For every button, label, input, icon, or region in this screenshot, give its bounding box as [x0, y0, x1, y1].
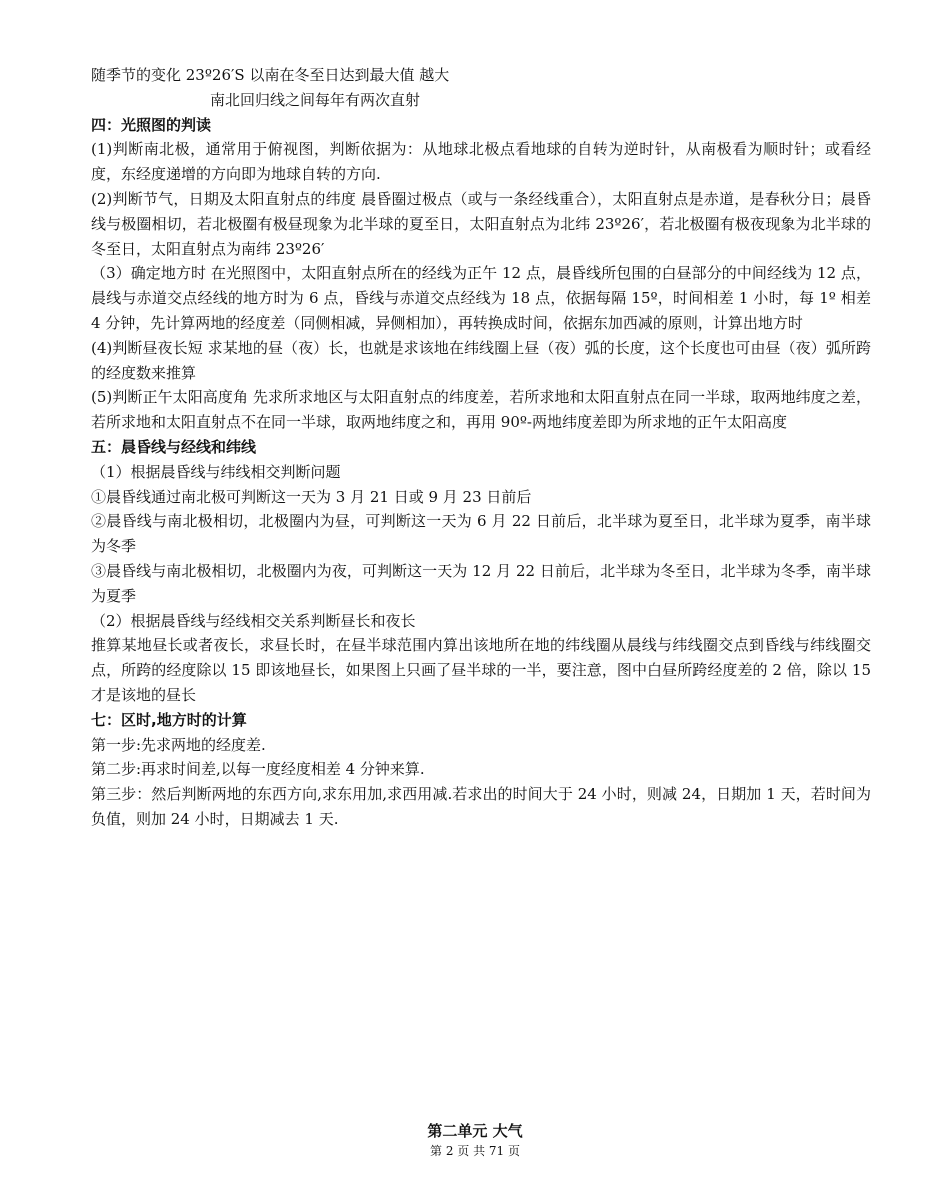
- document-body: [91, 63, 871, 832]
- section-4-paragraph-5: (5)判断正午太阳高度角 先求所求地区与太阳直射点的纬度差，若所求地和太阳直射点在同一半球，取两地纬度之差，若所求地和太阳直射点不在同一半球，取两地纬度之和，再用 90º-两地纬度差即为所求地的正午太阳高度: [91, 388, 871, 432]
- section-7-step-1: 第一步:先求两地的经度差.: [91, 735, 266, 754]
- section-5-heading: 五：晨昏线与经线和纬线: [91, 437, 257, 456]
- section-5-subheading-2: （2）根据晨昏线与经线相交关系判断昼长和夜长: [91, 611, 416, 630]
- footer-page-number: 第 2 页 共 71 页: [430, 1144, 520, 1158]
- section-7-step-3: 第三步：然后判断两地的东西方向,求东用加,求西用减.若求出的时间大于 24 小时，则减 24，日期加 1 天，若时间为负值，则加 24 小时，日期减去 1 天.: [91, 785, 871, 828]
- section-5-item-1: ①晨昏线通过南北极可判断这一天为 3 月 21 日或 9 月 23 日前后: [91, 487, 532, 506]
- section-7-heading: 七：区时,地方时的计算: [91, 710, 247, 729]
- section-5-item-3: ③晨昏线与南北极相切，北极圈内为夜，可判断这一天为 12 月 22 日前后，北半球为冬至日，北半球为冬季，南半球为夏季: [91, 561, 871, 605]
- section-4-paragraph-1: (1)判断南北极，通常用于俯视图，判断依据为：从地球北极点看地球的自转为逆时针，从南极看为顺时针；或看经度，东经度递增的方向即为地球自转的方向.: [91, 140, 871, 184]
- top-line-2: 南北回归线之间每年有两次直射: [210, 90, 421, 109]
- section-7-step-2: 第二步:再求时间差,以每一度经度相差 4 分钟来算.: [91, 760, 425, 779]
- section-5-item-2: ②晨昏线与南北极相切，北极圈内为昼，可判断这一天为 6 月 22 日前后，北半球为夏至日，北半球为夏季，南半球为冬季: [91, 512, 871, 556]
- section-4-paragraph-3: （3）确定地方时 在光照图中，太阳直射点所在的经线为正午 12 点，晨昏线所包围的白昼部分的中间经线为 12 点，晨线与赤道交点经线的地方时为 6 点，昏线与赤道交点经线为 18 点，依据每隔 15º，时间相差 1 小时，每 1º 相差 4 分钟，先计算两地的经度差（同侧相减，异侧相加），再转换成时间，依据东加西减的原则，计算出地方时: [91, 264, 871, 332]
- section-4-heading: 四：光照图的判读: [91, 115, 212, 134]
- top-line-1: 随季节的变化 23º26′S 以南在冬至日达到最大值 越大: [91, 66, 450, 84]
- footer-unit-title: 第二单元 大气: [427, 1122, 523, 1140]
- section-4-paragraph-2: (2)判断节气，日期及太阳直射点的纬度 晨昏圈过极点（或与一条经线重合），太阳直射点是赤道，是春秋分日；晨昏线与极圈相切，若北极圈有极昼现象为北半球的夏至日，太阳直射点为北纬 23º26′，若北极圈有极夜现象为北半球的冬至日，太阳直射点为南纬 23º26′: [91, 189, 871, 258]
- section-4-paragraph-4: (4)判断昼夜长短 求某地的昼（夜）长，也就是求该地在纬线圈上昼（夜）弧的长度，这个长度也可由昼（夜）弧所跨的经度数来推算: [91, 338, 871, 382]
- section-5-subheading-1: （1）根据晨昏线与纬线相交判断问题: [91, 462, 341, 481]
- section-5-paragraph: 推算某地昼长或者夜长，求昼长时，在昼半球范围内算出该地所在地的纬线圈从晨线与纬线圈交点到昏线与纬线圈交点，所跨的经度除以 15 即该地昼长，如果图上只画了昼半球的一半，要注意，图中白昼所跨经度差的 2 倍，除以 15 才是该地的昼长: [91, 636, 871, 704]
